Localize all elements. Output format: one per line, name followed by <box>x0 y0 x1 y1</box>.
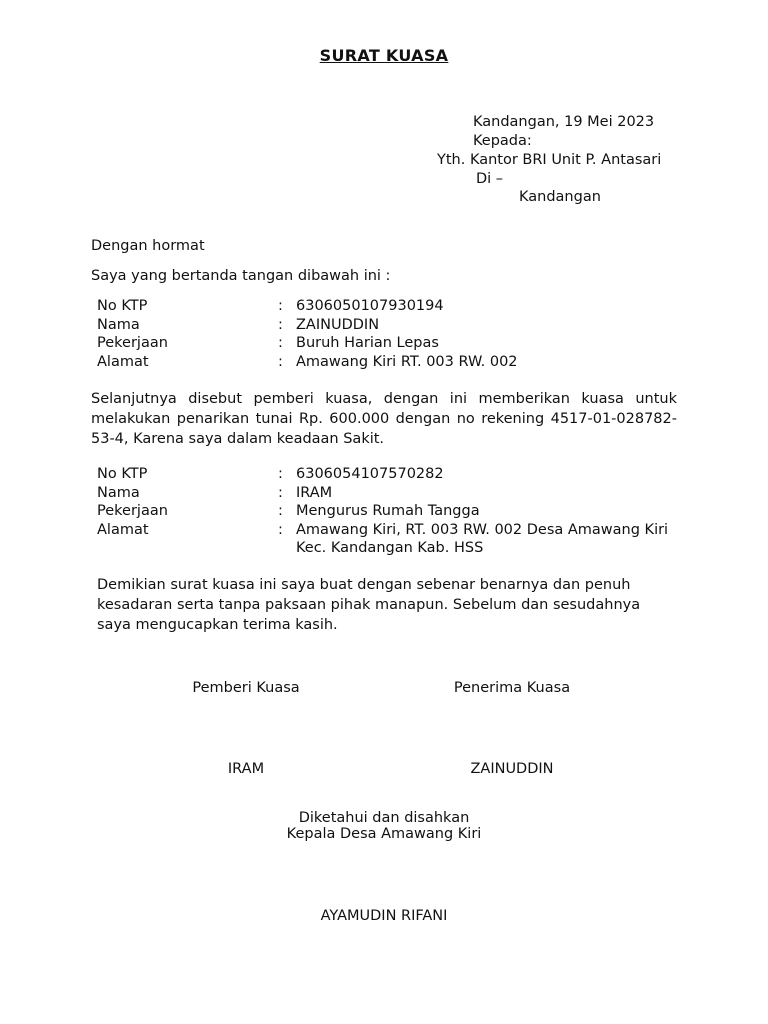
field-label: Nama <box>97 484 140 501</box>
field-label: No KTP <box>97 466 148 482</box>
grantor-signature-name: IRAM <box>227 761 265 777</box>
document-title: SURAT KUASA <box>319 46 449 65</box>
table-row <box>97 334 676 353</box>
grantee-signature-name: ZAINUDDIN <box>470 761 554 777</box>
table-row <box>97 502 676 521</box>
grantee-info-table <box>97 465 676 558</box>
field-colon: : <box>278 335 283 351</box>
field-colon: : <box>278 298 283 314</box>
field-value: 6306050107930194 <box>296 298 444 314</box>
field-colon: : <box>278 466 283 482</box>
di-label: Di – <box>476 171 504 187</box>
grantee-role: Penerima Kuasa <box>453 680 571 696</box>
field-colon: : <box>278 521 283 538</box>
table-row <box>97 353 676 372</box>
field-colon: : <box>278 484 283 501</box>
field-label: Alamat <box>97 353 149 370</box>
place-date: Kandangan, 19 Mei 2023 <box>473 114 655 130</box>
recipient-city: Kandangan <box>519 189 601 205</box>
field-label: Pekerjaan <box>97 503 168 519</box>
table-row <box>97 484 676 503</box>
closing-paragraph: Demikian surat kuasa ini saya buat dengan sebenar benarnya dan penuh kesadaran serta tanpa paksaan pihak manapun. Sebelum dan sesudahnya saya mengucapkan terima kasih. <box>97 577 641 633</box>
table-row <box>97 521 676 558</box>
field-value: 6306054107570282 <box>296 466 444 482</box>
table-row <box>97 297 676 316</box>
field-value: Buruh Harian Lepas <box>296 335 439 351</box>
field-colon: : <box>278 353 283 370</box>
intro-text: Saya yang bertanda tangan dibawah ini : <box>91 268 391 284</box>
field-label: No KTP <box>97 298 148 314</box>
approval-line-1: Diketahui dan disahkan <box>298 810 470 826</box>
field-value: IRAM <box>296 484 333 501</box>
field-colon: : <box>278 503 283 519</box>
table-row <box>97 465 676 484</box>
village-head-name: AYAMUDIN RIFANI <box>320 908 448 924</box>
grantor-info-table <box>97 297 676 371</box>
field-value: ZAINUDDIN <box>296 316 380 333</box>
field-value: Mengurus Rumah Tangga <box>296 503 480 519</box>
approval-line-2: Kepala Desa Amawang Kiri <box>286 826 482 842</box>
table-row <box>97 316 676 335</box>
recipient: Yth. Kantor BRI Unit P. Antasari <box>437 152 662 168</box>
field-label: Nama <box>97 316 140 333</box>
field-value: Amawang Kiri RT. 003 RW. 002 <box>296 353 518 370</box>
body-paragraph: Selanjutnya disebut pemberi kuasa, dengan ini memberikan kuasa untuk melakukan penarikan tunai Rp. 600.000 dengan no rekening 4517-01-028782-53-4, Karena saya dalam keadaan Sakit. <box>91 391 677 447</box>
field-label: Alamat <box>97 521 149 538</box>
grantor-role: Pemberi Kuasa <box>192 680 300 696</box>
field-colon: : <box>278 316 283 333</box>
greeting: Dengan hormat <box>91 238 205 254</box>
field-value: Amawang Kiri, RT. 003 RW. 002 Desa Amawang Kiri Kec. Kandangan Kab. HSS <box>296 521 669 556</box>
to-label: Kepada: <box>473 133 532 149</box>
field-label: Pekerjaan <box>97 335 168 351</box>
